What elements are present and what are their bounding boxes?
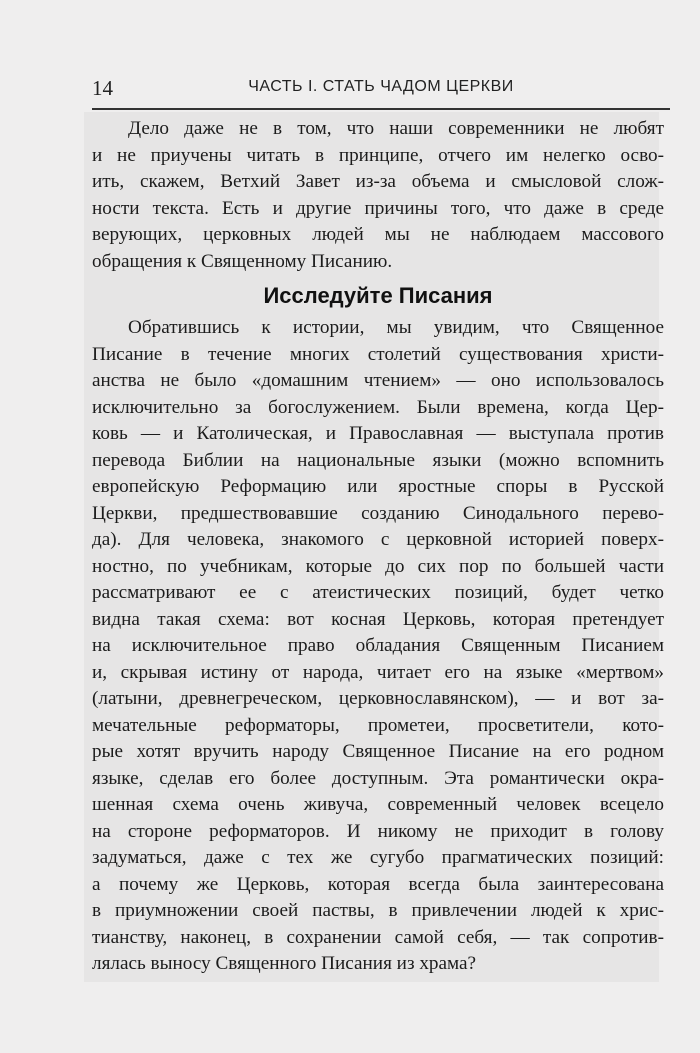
text-line: видна такая схема: вот косная Церковь, которая претендует [92,608,664,630]
text-line: Обратившись к истории, мы увидим, что Священное [128,317,664,338]
text-line: мечательные реформаторы, прометеи, просветители, кото- [92,714,664,736]
text-line: европейскую Реформацию или яростные споры в Русской [92,476,664,497]
text-line: рые хотят вручить народу Священное Писание на его родном [92,741,664,762]
paragraph-2 [92,315,664,978]
text-line: ковь — и Католическая, и Православная — выступала против [92,423,664,444]
section-heading: Исследуйте Писания [263,283,493,308]
text-line: рассматривают ее с атеистических позиций, будет четко [92,582,664,603]
page-number: 14 [92,76,113,100]
text-line: Церкви, предшествовавшие созданию Синодального перево- [92,502,664,524]
text-line: ностно, по учебникам, которые до сих пор по большей части [92,555,664,577]
text-line: а почему же Церковь, которая всегда была заинтересована [92,873,664,895]
text-line: анства не было «домашним чтением» — оно использовалось [92,370,664,391]
text-line: ности текста. Есть и другие причины того, что даже в среде [92,197,664,219]
text-line: в приумножении своей паствы, в привлечении людей к хрис- [92,900,664,921]
text-line: языке, сделав его более доступным. Эта романтически окра- [92,767,664,789]
text-line: Дело даже не в том, что наши современники не любят [128,118,664,139]
text-line: перевода Библии на национальные языки (можно вспомнить [92,449,664,471]
text-line: тианству, наконец, в сохранении самой себя, — так сопротив- [92,926,664,948]
page-header [92,72,670,110]
running-head: ЧАСТЬ I. СТАТЬ ЧАДОМ ЦЕРКВИ [248,78,514,95]
text-line: и, скрывая истину от народа, читает его на языке «мертвом» [92,661,664,683]
text-line: лялась выносу Священного Писания из храма? [92,953,477,974]
body-text [92,116,664,978]
text-line: ить, скажем, Ветхий Завет из-за объема и смысловой слож- [92,171,664,192]
text-line: задуматься, даже с тех же сугубо прагматических позиций: [92,847,664,868]
text-line: на исключительное право обладания Священным Писанием [92,635,664,656]
text-line: да). Для человека, знакомого с церковной историей поверх- [92,529,664,550]
text-line: на стороне реформаторов. И никому не приходит в голову [92,820,664,842]
text-line: и не приучены читать в принципе, отчего им нелегко осво- [92,144,664,166]
text-line: верующих, церковных людей мы не наблюдаем массового [92,224,664,245]
text-line: шенная схема очень живуча, современный человек всецело [92,794,664,815]
text-line: обращения к Священному Писанию. [92,250,393,272]
text-line: (латыни, древнегреческом, церковнославянском), — и вот за- [92,688,664,709]
text-line: Писание в течение многих столетий существования христи- [92,343,664,365]
paragraph-1 [92,116,664,275]
text-line: исключительно за богослужением. Были времена, когда Цер- [92,396,664,418]
